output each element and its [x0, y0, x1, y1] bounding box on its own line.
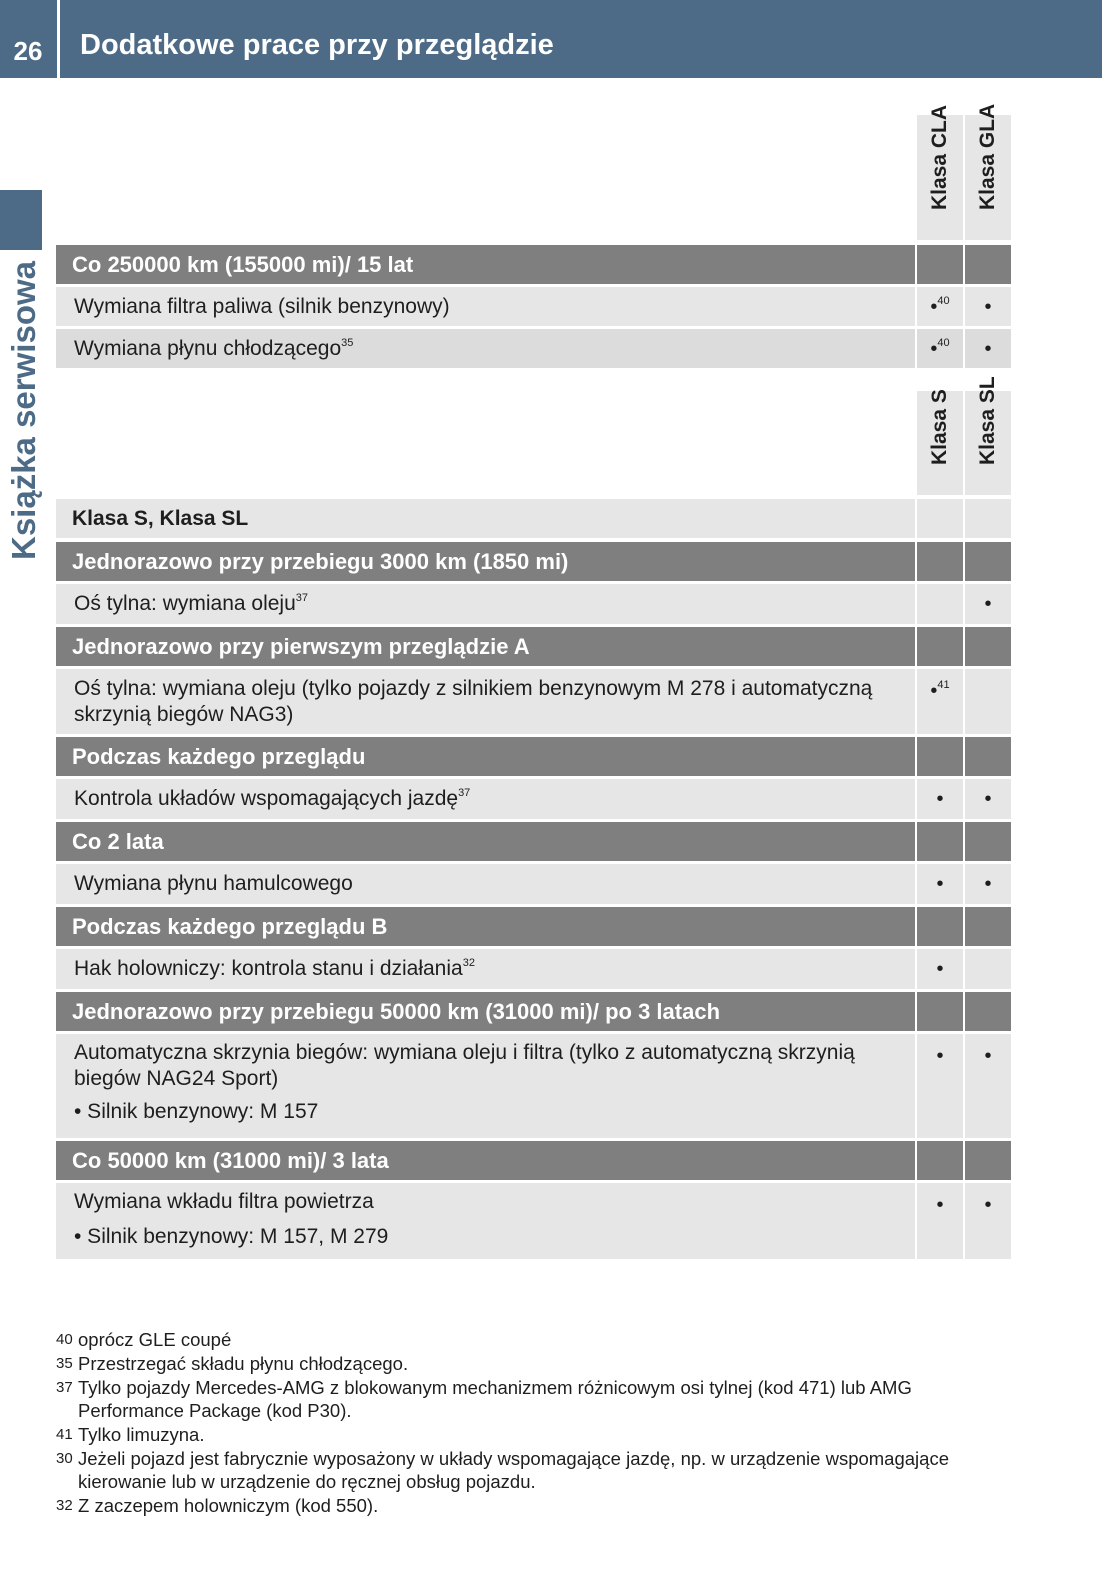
section-row — [56, 1141, 1011, 1180]
section-row — [56, 627, 1011, 666]
column-header-label: Klasa CLA — [928, 104, 951, 210]
applies-mark: •$^{40}$ — [930, 336, 950, 360]
table-row — [56, 329, 1011, 368]
column-header-klasa-sl — [965, 376, 1011, 495]
applies-mark: • — [936, 788, 944, 810]
column-header-klasa-gla — [965, 103, 1011, 240]
page-number: 26 — [13, 36, 43, 66]
applies-mark: • — [936, 1045, 944, 1067]
page-header — [0, 0, 1102, 78]
section-title: Podczas każdego przeglądu — [72, 743, 366, 769]
applies-mark: • — [984, 788, 992, 810]
table-row — [56, 949, 1011, 989]
footnote: 35 Przestrzegać składu płynu chłodzącego. — [56, 1353, 409, 1374]
column-header-klasa-s — [917, 391, 963, 495]
section-title: Co 50000 km (31000 mi)/ 3 lata — [72, 1147, 389, 1173]
table-row — [56, 584, 1011, 624]
column-header-label: Klasa SL — [976, 376, 999, 465]
applies-mark: • — [984, 593, 992, 615]
section-row — [56, 245, 1011, 284]
applies-mark: • — [984, 1045, 992, 1067]
footnote-ref: 35 — [341, 336, 354, 349]
row-text: Kontrola układów wspomagających jazdę$^{37}$ — [74, 787, 471, 810]
table-row — [56, 779, 1011, 819]
row-text: Wymiana płynu chłodzącego$^{35}$ — [74, 336, 354, 360]
table-row — [56, 287, 1011, 326]
side-tab-label: Książka serwisowa — [5, 261, 42, 560]
row-text: Automatyczna skrzynia biegów: wymiana oleju i filtra (tylko z automatyczną skrzynią biegów NAG24 Sport) • Silnik benzynowy: M 157 — [74, 1040, 905, 1125]
table-row — [56, 864, 1011, 904]
section-row — [56, 992, 1011, 1031]
table-row — [56, 1034, 1011, 1138]
section-row — [56, 822, 1011, 861]
applies-mark: • — [936, 1194, 944, 1216]
row-text: Wymiana płynu hamulcowego — [74, 872, 353, 895]
applies-mark: • — [984, 295, 992, 318]
table-row — [56, 1183, 1011, 1259]
applies-mark: •$^{41}$ — [930, 679, 950, 702]
section-title: Podczas każdego przeglądu B — [72, 913, 388, 939]
row-text: Oś tylna: wymiana oleju (tylko pojazdy z silnikiem benzynowym M 278 i automatyczną skrzynią biegów NAG3) — [74, 677, 873, 726]
section-title: Jednorazowo przy pierwszym przeglądzie A — [72, 633, 530, 659]
applies-mark: •$^{40}$ — [930, 294, 950, 318]
column-header-klasa-cla — [917, 104, 963, 240]
footnote-ref: 37 — [295, 592, 309, 604]
section-title: Jednorazowo przy przebiegu 3000 km (1850 mi) — [72, 548, 569, 574]
section-title: Co 2 lata — [72, 828, 164, 854]
column-header-label: Klasa GLA — [976, 103, 999, 210]
footnote: 41 Tylko limuzyna. — [56, 1424, 205, 1445]
group-row — [56, 499, 1011, 538]
row-bullet: • Silnik benzynowy: M 157, M 279 — [74, 1225, 389, 1248]
footnote: 32 Z zaczepem holowniczym (kod 550). — [56, 1495, 379, 1516]
footnote: 30 Jeżeli pojazd jest fabrycznie wyposażony w układy wspomagające jazdę, np. w urządzenie wspomagające kierowanie lub w urządzenie do ręcznej obsług pojazdu. — [56, 1448, 949, 1492]
row-bullet: • Silnik benzynowy: M 157 — [74, 1100, 319, 1123]
row-text: Wymiana wkładu filtra powietrza • Silnik benzynowy: M 157, M 279 — [74, 1189, 905, 1250]
section-row — [56, 737, 1011, 776]
footnote: 37 Tylko pojazdy Mercedes-AMG z blokowanym mechanizmem różnicowym osi tylnej (kod 471) lub AMG Performance Package (kod P30). — [56, 1377, 912, 1421]
row-text: Wymiana filtra paliwa (silnik benzynowy) — [74, 294, 450, 318]
section-row — [56, 907, 1011, 946]
footnote-ref: 32 — [462, 957, 475, 969]
section-title: Jednorazowo przy przebiegu 50000 km (31000 mi)/ po 3 latach — [72, 998, 721, 1024]
applies-mark: • — [936, 958, 944, 980]
row-text: Oś tylna: wymiana oleju$^{37}$ — [74, 592, 309, 615]
footnote: 40 oprócz GLE coupé — [56, 1329, 232, 1350]
applies-mark: • — [936, 873, 944, 895]
section-title: Co 250000 km (155000 mi)/ 15 lat — [72, 251, 414, 277]
section-row — [56, 542, 1011, 581]
header-divider — [57, 0, 60, 78]
row-text: Hak holowniczy: kontrola stanu i działania$^{32}$ — [74, 957, 475, 980]
applies-mark: • — [984, 337, 992, 360]
table-row — [56, 669, 1011, 734]
group-title: Klasa S, Klasa SL — [72, 506, 249, 530]
applies-mark: • — [984, 873, 992, 895]
footnote-ref: 37 — [458, 787, 471, 799]
column-header-label: Klasa S — [928, 389, 951, 465]
footnotes — [56, 1328, 986, 1518]
applies-mark: • — [984, 1194, 992, 1216]
side-tab-marker — [0, 190, 42, 250]
page-title: Dodatkowe prace przy przeglądzie — [80, 29, 554, 61]
